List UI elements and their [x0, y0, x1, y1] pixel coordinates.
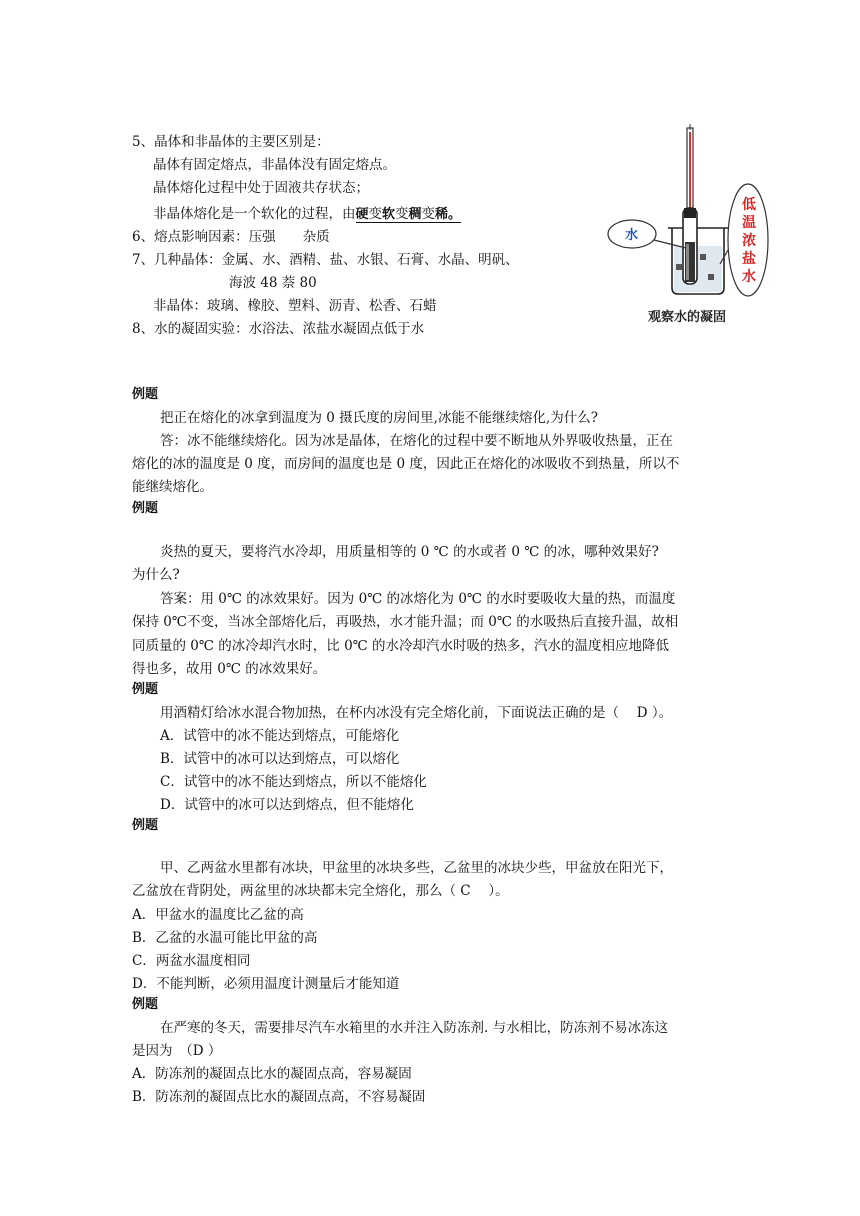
salt-label-char-5: 水 [742, 269, 756, 285]
example-1-answer-1: 答：冰不能继续熔化。因为冰是晶体，在熔化的过程中要不断地从外界吸收热量，正在 [160, 433, 673, 449]
freezing-experiment-figure [600, 124, 770, 332]
example-3-option-b: B．试管中的冰可以达到熔点，可以熔化 [160, 751, 400, 767]
example-4-heading: 例题 [132, 818, 159, 833]
example-4-question-1: 甲、乙两盆水里都有冰块，甲盆里的冰块多些，乙盆里的冰块少些，甲盆放在阳光下， [160, 860, 673, 876]
example-4-option-a: A．甲盆水的温度比乙盆的高 [132, 907, 304, 923]
section-5-line-2: 晶体熔化过程中处于固液共存状态； [153, 180, 369, 196]
example-4-option-b: B．乙盆的水温可能比甲盆的高 [132, 930, 318, 946]
example-4-option-d: D．不能判断，必须用温度计测量后才能知道 [132, 976, 400, 992]
example-3-heading: 例题 [132, 682, 159, 697]
example-2-answer-1: 答案：用 0℃ 的冰效果好。因为 0℃ 的冰熔化为 0℃ 的水时要吸收大量的热，而温度 [160, 591, 676, 607]
example-3-option-c: C．试管中的冰不能达到熔点，所以不能熔化 [160, 774, 427, 790]
example-2-answer-2: 保持 0℃不变，当冰全部熔化后，再吸热，水才能升温；而 0℃ 的水吸热后直接升温，故相 [132, 614, 679, 630]
salt-label-char-3: 浓 [742, 233, 756, 249]
example-5-option-a: A．防冻剂的凝固点比水的凝固点高，容易凝固 [132, 1066, 412, 1082]
example-5-heading: 例题 [132, 997, 159, 1012]
section-5-title: 5、晶体和非晶体的主要区别是： [132, 134, 330, 150]
example-4-question-2: 乙盆放在背阴处，两盆里的冰块都未完全熔化，那么（ C ）。 [132, 883, 509, 899]
example-1-heading: 例题 [132, 387, 159, 402]
salt-label-char-4: 盐 [742, 251, 756, 267]
example-4-option-c: C．两盆水温度相同 [132, 953, 251, 969]
example-2-heading: 例题 [132, 501, 159, 516]
example-2-question-2: 为什么? [132, 567, 180, 583]
salt-label-char-2: 温 [742, 215, 756, 231]
example-5-question-1: 在严寒的冬天，需要排尽汽车水箱里的水并注入防冻剂. 与水相比，防冻剂不易冰冻这 [160, 1020, 669, 1036]
soft-word: 软 [382, 207, 396, 222]
example-2-question-1: 炎热的夏天，要将汽水冷却，用质量相等的 0 ℃ 的水或者 0 ℃ 的冰，哪种效果好? [160, 544, 659, 560]
section-5-line-1: 晶体有固定熔点，非晶体没有固定熔点。 [153, 157, 396, 173]
example-3-option-a: A．试管中的冰不能达到熔点，可能熔化 [160, 728, 400, 744]
example-1-question: 把正在熔化的冰拿到温度为 0 摄氏度的房间里,冰能不能继续熔化,为什么? [160, 410, 598, 426]
example-3-option-d: D．试管中的冰可以达到熔点，但不能熔化 [160, 797, 414, 813]
thick-word: 稠 [408, 207, 422, 222]
water-label: 水 [625, 228, 639, 243]
change-word-1: 变 [368, 206, 383, 222]
section-7-line-2: 海波 48 萘 80 [229, 275, 317, 291]
example-2-answer-4: 得也多，故用 0℃ 的冰效果好。 [132, 661, 327, 677]
change-word-2: 变 [395, 206, 409, 222]
change-word-3: 变 [421, 206, 436, 222]
example-5-option-b: B．防冻剂的凝固点比水的凝固点高，不容易凝固 [132, 1089, 426, 1105]
thin-word: 稀。 [435, 207, 462, 222]
section-7-line-3: 非晶体：玻璃、橡胶、塑料、沥青、松香、石蜡 [153, 298, 437, 314]
example-5-question-2: 是因为 （D ） [132, 1043, 222, 1059]
example-3-question: 用酒精灯给冰水混合物加热，在杯内冰没有完全熔化前，下面说法正确的是（ D ）。 [160, 705, 673, 721]
section-8: 8、水的凝固实验：水浴法、浓盐水凝固点低于水 [132, 321, 425, 337]
example-2-answer-3: 同质量的 0℃ 的冰冷却汽水时，比 0℃ 的水冷却汽水时吸的热多，汽水的温度相应地降低 [132, 638, 670, 654]
hard-word: 硬 [355, 207, 369, 222]
section-6: 6、熔点影响因素：压强 杂质 [132, 229, 330, 245]
salt-label-char-1: 低 [742, 197, 756, 213]
salt-water-label [740, 196, 758, 286]
section-5-line-3-prefix: 非晶体熔化是一个软化的过程，由 [153, 206, 356, 222]
example-1-answer-2: 熔化的冰的温度是 0 度，而房间的温度也是 0 度，因此正在熔化的冰吸收不到热量，所以不 [132, 456, 680, 472]
example-1-answer-3: 能继续熔化。 [132, 479, 213, 495]
figure-caption: 观察水的凝固 [648, 310, 727, 325]
section-7-line-1: 7、几种晶体：金属、水、酒精、盐、水银、石膏、水晶、明矾、 [132, 252, 519, 268]
section-5-line-3 [153, 204, 461, 225]
